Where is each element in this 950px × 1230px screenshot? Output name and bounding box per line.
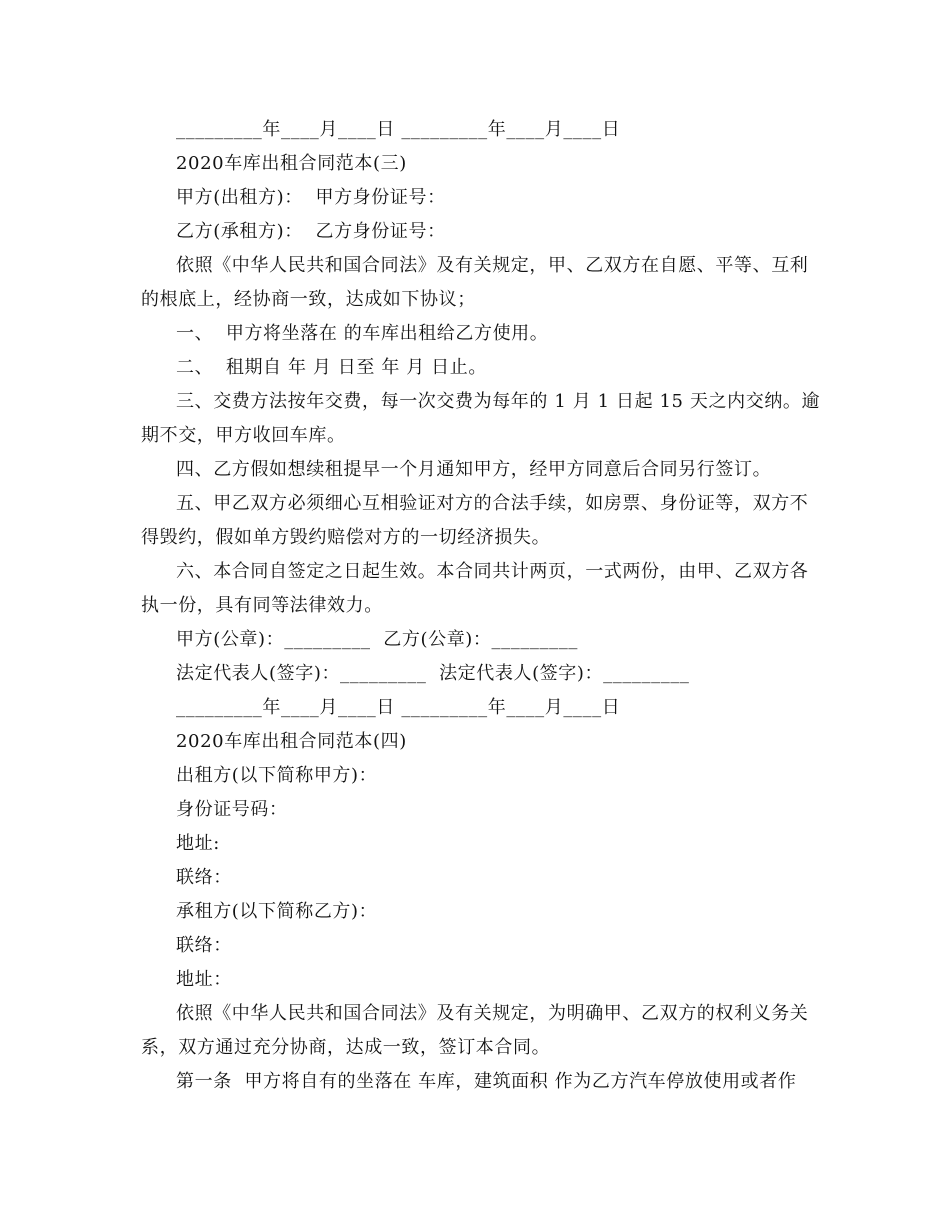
clause-5-line: 得毁约，假如单方毁约赔偿对方的一切经济损失。 <box>141 527 551 548</box>
clause-4: 四、乙方假如想续租提早一个月通知甲方，经甲方同意后合同另行签订。 <box>176 459 772 480</box>
clause-5-line: 五、甲乙双方必须细心互相验证对方的合法手续，如房票、身份证等，双方不 <box>176 493 809 514</box>
contract-title: 2020车库出租合同范本(三) <box>176 153 407 174</box>
date-line: _________年____月____日 _________年____月____日 <box>176 697 621 718</box>
clause-6-line: 六、本合同自签定之日起生效。本合同共计两页，一式两份，由甲、乙双方各 <box>176 561 809 582</box>
lessor-address-line: 地址: <box>176 833 220 854</box>
document-body <box>141 113 831 1099</box>
clause-6-line: 执一份，具有同等法律效力。 <box>141 595 383 616</box>
clause-3-line: 三、交费方法按年交费，每一次交费为每年的 1 月 1 日起 15 天之内交纳。逾 <box>176 391 821 412</box>
contract-title: 2020车库出租合同范本(四) <box>176 731 407 752</box>
lessor-contact-line: 联络： <box>176 867 232 888</box>
lessee-address-line: 地址： <box>176 969 232 990</box>
contract-4 <box>141 725 831 1099</box>
seal-line: 甲方(公章)：_________ 乙方(公章)：_________ <box>176 629 578 650</box>
representative-signature-line: 法定代表人(签字)：_________ 法定代表人(签字)：_________ <box>176 663 690 684</box>
lessee-line: 承租方(以下简称乙方)： <box>176 901 378 922</box>
preamble-line: 的根底上，经协商一致，达成如下协议； <box>141 289 476 310</box>
lessee-contact-line: 联络： <box>176 935 232 956</box>
party-a-line: 甲方(出租方)： 甲方身份证号： <box>176 187 446 208</box>
preamble-line: 依照《中华人民共和国合同法》及有关规定，为明确甲、乙双方的权利义务关 <box>176 1003 809 1024</box>
date-line: _________年____月____日 _________年____月____日 <box>176 119 621 140</box>
clause-1: 一、 甲方将坐落在 的车库出租给乙方使用。 <box>176 323 549 344</box>
party-b-line: 乙方(承租方)： 乙方身份证号： <box>176 221 446 242</box>
clause-3-line: 期不交，甲方收回车库。 <box>141 425 346 446</box>
clause-2: 二、 租期自 年 月 日至 年 月 日止。 <box>176 357 487 378</box>
lessor-line: 出租方(以下简称甲方)： <box>176 765 378 786</box>
preamble-line: 系，双方通过充分协商，达成一致，签订本合同。 <box>141 1037 551 1058</box>
contract-3 <box>141 147 831 725</box>
id-number-line: 身份证号码： <box>176 799 288 820</box>
preamble-line: 依照《中华人民共和国合同法》及有关规定，甲、乙双方在自愿、平等、互利 <box>176 255 809 276</box>
article-1: 第一条 甲方将自有的坐落在 车库，建筑面积 作为乙方汽车停放使用或者作 <box>176 1071 797 1092</box>
